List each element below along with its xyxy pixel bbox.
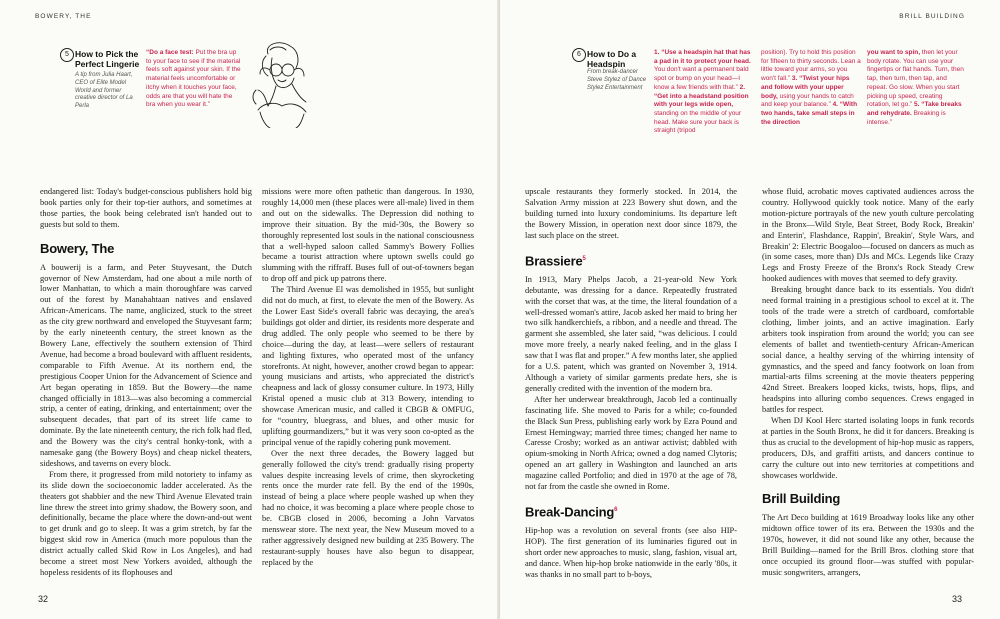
paragraph: In 1913, Mary Phelps Jacob, a 21-year-old New York debutante, was dressing for a dance. Repeatedly frustrated with the corset that was, at the time, the literal foundation of a well-dressed woman's attire, Jacob asked her maid to bring her two silk handkerchiefs, a ribbon, and a needle and thread. The garment she assembled, she later said, “was delicious. I could move more freely, a nearly naked feeling, and in the glass I saw that I was flat and proper.” A few months later, she applied for a U.S. patent, which was granted on November 3, 1914. Although a variety of similar garments predate hers, she is generally credited with the invention of the modern bra.: [525, 274, 737, 393]
page-number-right: 33: [951, 594, 962, 604]
paragraph: A bouwerij is a farm, and Peter Stuyvesant, the Dutch governor of New Amsterdam, had one about a mile north of lower Manhattan, to which a main thoroughfare was carved out of the forest by Manahahtaan natives and enslaved African-Americans. The name, anglicized, stuck to the street as the city grew northward and enveloped the Stuyvesant farm; by the early nineteenth century, the street known as the Bowery Lane, effectively the southern extension of Third Avenue, had become a broad boulevard with affluent residents, comparable to Fifth Avenue. At its northern end, the prestigious Cooper Union for the Advancement of Science and Art began operating in 1859. But the Bowery—the name changed officially in 1813—was also becoming a commercial strip, a center of eating, drinking, and entertainment; over the subsequent decades, that part of its street life came to dominate. By the late nineteenth century, the rich folk had fled, and the Bowery was the city's central honky-tonk, with a namesake gang (the Bowery Boys) and cheap nickel theaters, sideshows, and taverns on every block.: [40, 262, 252, 468]
heading-text: Brassiere: [525, 252, 583, 268]
tip-step-1: 1. “Use a headspin hat that has a pad in it to protect your head.: [654, 49, 751, 65]
paragraph: Breaking brought dance back to its essentials. You didn't need formal training in a prestigious school to excel at it. The tools of the trade were a stretch of cardboard, comfortable clothing, limber joints, and an active imagination. Early arbiters took inspiration from around the world; you can see elements of ballet and twentieth-century African-American social dance, a healthy serving of the whirring intensity of gymnastics, and the speed and fancy footwork on loan from martial-arts films screening at the movie theaters peppering 42nd Street. Breakers looped kicks, twists, hops, flips, and headspins into alluring combo sequences. Crews engaged in battles for respect.: [762, 285, 974, 415]
tip-step-4-cont: you want to spin,: [867, 49, 921, 56]
paragraph: From there, it progressed from mild notoriety to infamy as its slide down the socioeconomic ladder accelerated. As the theaters got shabbier and the new Third Avenue Elevated train line threw the street into grimy shadow, the Bowery soon, and definitionally, became the place where the down-and-out went to get drunk and go to sleep. It was a grim stretch, by far the biggest skid row in America (much more populous than the district actually called Skid Row in Los Angeles), and had become a street most New Yorkers avoided, although the hopeless residents of its flophouses and: [40, 469, 252, 577]
tip-body-6-col1: [654, 49, 754, 136]
paragraph: The Art Deco building at 1619 Broadway looks like any other midtown office tower of its era. Between the 1930s and the 1970s, however, it did not sound like any other, because the Brill Building—named for the Brill Bros. clothing store that once occupied its ground floor—was stuffed with popular-music songwriters, arrangers,: [762, 513, 974, 577]
tip-title-5: How to Pick the Perfect Lingerie: [75, 49, 140, 69]
running-head-right: BRILL BUILDING: [899, 13, 965, 20]
right-column-2: [762, 187, 974, 579]
entry-heading-brassiere: [525, 252, 737, 268]
heading-text: Break-Dancing: [525, 504, 615, 520]
tip-body-6-col3: [867, 49, 967, 127]
tip-body-5: [146, 49, 242, 110]
tip-text: standing on the middle of your head. Make sure your back is straight (tripod: [654, 109, 742, 135]
paragraph: endangered list: Today's budget-conscious publishers hold big book parties only for their top-tier authors, and sometimes at those parties, the book being celebrated isn't handed out to guests but sold to them.: [40, 187, 252, 229]
right-column-1: [525, 187, 737, 581]
heading-tip-ref: 6: [614, 506, 618, 513]
tip-text: position). Try to hold this position for fifteen to thirty seconds. Lean a little toward your arms, so you won't fall.”: [761, 49, 861, 83]
tip-text-5: Put the bra up to your face to see if the material feels soft against your skin. If the material feels uncomfortable or itchy when it touches your face, odds are that you will hate the bra when you wear it.”: [146, 49, 241, 109]
paragraph: The Third Avenue El was demolished in 1955, but sunlight did not do much, at first, to elevate the men of the Bowery. As the Lower East Side's overall fabric was decaying, the area's buildings got older and dirtier, its residents more desperate and drug addled. The only people who seemed to be there by choice—during the day, at least—were sellers of restaurant and lighting fixtures, who operated most of the unfancy storefronts. At night, however, another crowd began to appear: young musicians and artists, who appreciated the district's cheapness and lack of glossy consumer culture. In 1973, Hilly Kristal opened a music club at 313 Bowery, intending to showcase American music, and called it CBGB & OMFUG, for “country, bluegrass, and blues, and other music for uplifting gourmandizers,” but it was very soon co-opted as the principal venue of the rapidly cohering punk movement.: [262, 285, 474, 447]
tip-number-5: 5: [60, 48, 74, 62]
entry-heading-brill-building: Brill Building: [762, 491, 841, 507]
paragraph: Over the next three decades, the Bowery lagged but generally followed the city's trend: gradually rising property values despite increasing levels of crime, then skyrocketing rents once the murder rate fell. By the end of the 1990s, instead of being a place where people washed up when they had no choice, it was becoming a place where people chose to be. CBGB closed in 2006, becoming a John Varvatos menswear store. The next year, the New Museum moved to a rather aggressively designed new building at 235 Bowery. The restaurant-supply houses have also begun to disappear, replaced by the: [262, 448, 474, 567]
paragraph: Hip-hop was a revolution on several fronts (see also HIP-HOP). The first generation of its luminaries figured out in short order new approaches to music, slang, fashion, visual art, and dance. When hip-hop broke nationwide in the early '80s, it was thanks in no small part to b-boys,: [525, 526, 737, 579]
tip-text: using your hands to catch and keep your balance.”: [761, 92, 854, 109]
tip-step-4: 4. “With two hands, take small steps in the direction: [761, 101, 858, 126]
left-column-2: [262, 187, 474, 569]
tip-credit-6: From break-dancer Steve Stylez of Dance Stylez Entertainment: [587, 69, 647, 91]
tip-title-6: How to Do a Headspin: [587, 49, 637, 69]
tip-step-2: 2. “Get into a headstand position with your legs wide open,: [654, 83, 749, 109]
tip-body-6-col2: [761, 49, 861, 127]
paragraph: whose fluid, acrobatic moves captivated audiences across the country. Hollywood quickly took notice. Many of the early motion-picture portrayals of the new youth culture percolating in the Bronx—Wild Style, Beat Street, Body Rock, Breakin' and Enterin', Flashdance, Rappin', Breakin', Style Wars, and Breakin' 2: Electric Boogaloo—focused on dancers as much as (in some cases, more than) DJs and MCs. Legends like Crazy Legs and Frosty Freeze of the Bronx's Rock Steady Crew hooked audiences with moves that seemed to defy gravity.: [762, 187, 974, 284]
paragraph: missions were more often pathetic than dangerous. In 1930, roughly 14,000 men (these places were all-male) lived in them and out on the sidewalks. The Depression did nothing to improve their situation. By the mid-'30s, the Bowery so thoroughly represented lost souls in the national consciousness that a well-hyped saloon called Sammy's Bowery Follies became a tourist attraction where uptown swells could go slumming with the riffraff. Buses full of out-of-towners began to drop off and pick up patrons there.: [262, 187, 474, 284]
tip-text: then let your body rotate. You can use your fingertips or flat hands. Turn, then tap, then turn, then tap, and repeat. Go slow. When you start picking up speed, creating rotation, let go.”: [867, 49, 964, 109]
entry-heading-bowery: Bowery, The: [40, 240, 115, 256]
tip-credit-5: A tip from Julia Haart, CEO of Elite Model World and former creative director of La Perla: [75, 72, 133, 110]
woman-holding-bra-to-face-illustration: [246, 40, 316, 128]
entry-heading-break-dancing: [525, 503, 737, 519]
tip-text: Breaking is intense.”: [867, 109, 946, 126]
paragraph: After her underwear breakthrough, Jacob led a continually fascinating life. She moved to Paris for a while; co-founded the Black Sun Press, publishing early work by Ezra Pound and Ernest Hemingway; married three times; changed her name to Caresse Crosby; worked as an antiwar activist; dabbled with opium-smoking in North Africa; owned a dog named Clytoris; opened an art gallery in Washington and launched an arts magazine called Portfolio; and died in 1970 at the age of 78, not far from the castle she owned in Rome.: [525, 394, 737, 492]
paragraph: upscale restaurants they formerly stocked. In 2014, the Salvation Army mission at 223 Bowery shut down, and the building turned into luxury condominiums. Its departure left the Bowery Mission, in operation next door since 1879, the last such place on the street.: [525, 187, 737, 240]
tip-lead-5: “Do a face test:: [146, 49, 194, 56]
tip-text: You don't want a permanent bald spot or bump on your head—I know a few friends with that.”: [654, 66, 749, 91]
running-head-left: BOWERY, THE: [35, 13, 92, 20]
paragraph: When DJ Kool Herc started isolating loops in funk records at parties in the South Bronx, he did it for dancers. Breaking is thus as crucial to the development of hip-hop music as rappers, producers, DJs, and graffiti artists, and dancers continue to carry the culture out into new territories at competitions and showcases worldwide.: [762, 416, 974, 480]
page-number-left: 32: [38, 594, 49, 604]
left-column-1: [40, 187, 252, 579]
right-page: [500, 0, 1000, 619]
tip-step-3: 3. “Twist your hips and follow with your upper body,: [761, 75, 850, 100]
tip-step-5: 5. “Take breaks and rehydrate.: [867, 101, 962, 117]
tip-number-6: 6: [572, 48, 586, 62]
heading-tip-ref: 5: [582, 255, 586, 262]
